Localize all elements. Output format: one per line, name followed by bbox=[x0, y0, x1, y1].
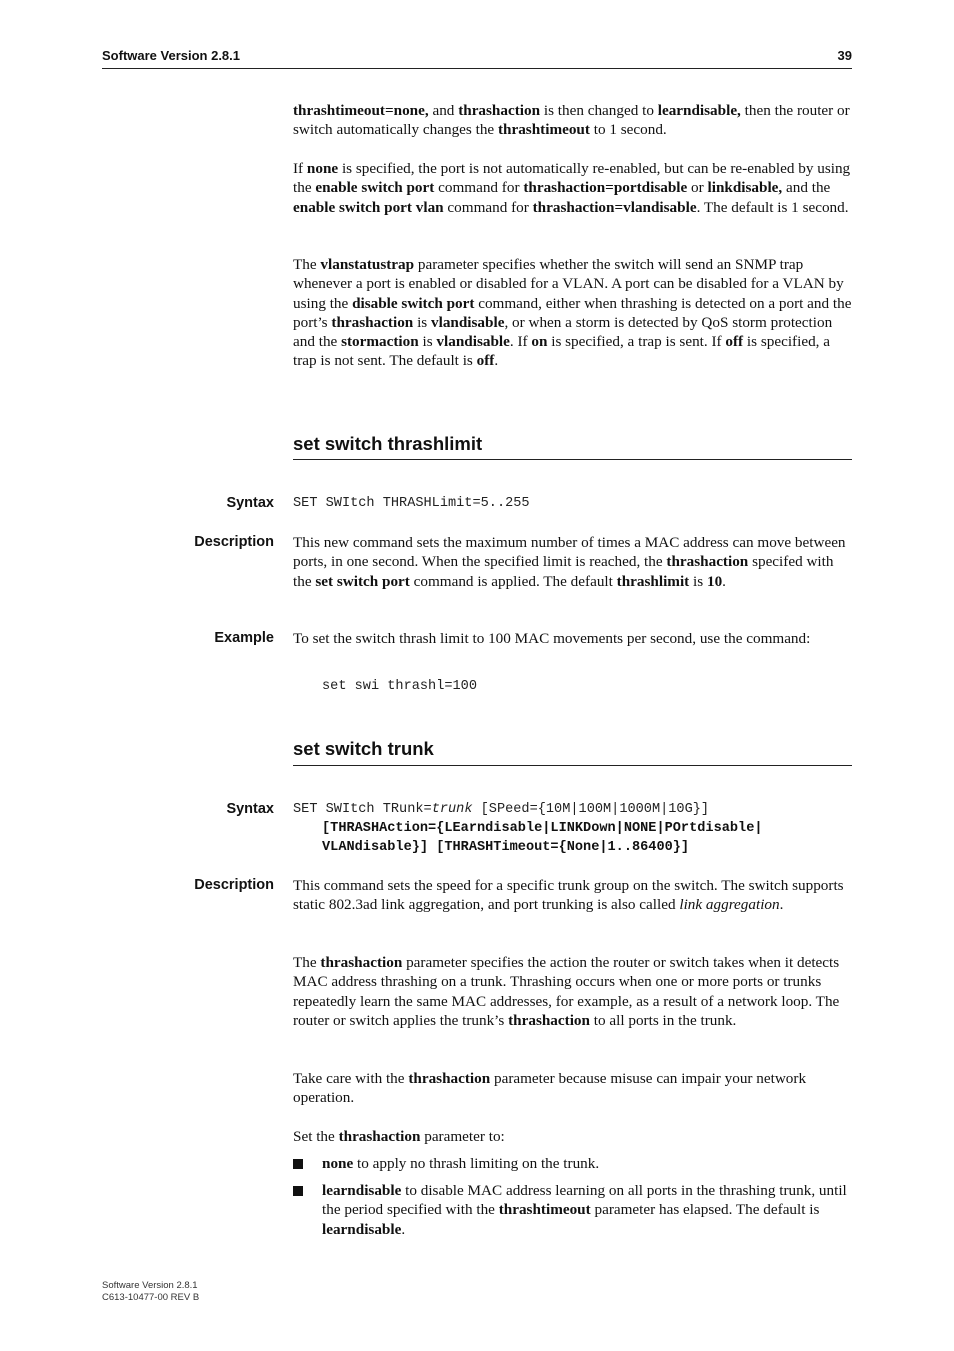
intro-paragraph-1: thrashtimeout=none, and thrashaction is then changed to learndisable, then the router or switch automatically changes the thrashtimeout to 1 second. bbox=[293, 102, 850, 139]
header-rule bbox=[102, 68, 852, 69]
intro-paragraph-2: If none is specified, the port is not automatically re-enabled, but can be re-enabled by using the enable switch port command for thrashaction=portdisable or linkdisable, and the enable switch port vlan command for thrashaction=vlandisable. The default is 1 second. bbox=[293, 160, 851, 216]
description-trunk-paragraph-1: This command sets the speed for a specific trunk group on the switch. The switch supports static 802.3ad link aggregation, and port trunking is also called link aggregation. bbox=[293, 877, 844, 914]
syntax-label-thrashlimit: Syntax bbox=[226, 495, 274, 511]
description-label-thrashlimit: Description bbox=[194, 534, 274, 550]
syntax-code-trunk-line-2: [THRASHAction={LEarndisable|LINKDown|NONE|POrtdisable| bbox=[322, 821, 763, 836]
section-title-trunk: set switch trunk bbox=[293, 738, 434, 759]
description-trunk-paragraph-2: The thrashaction parameter specifies the action the router or switch takes when it detects MAC address thrashing on a trunk. Thrashing occurs when one or more ports or trunks repeatedly learn the same MAC addresses, for example, as a result of a network loop. The router or switch applies the trunk’s thrashaction to all ports in the trunk. bbox=[293, 954, 840, 1029]
section-rule-trunk bbox=[293, 765, 852, 766]
bullet-square-icon bbox=[293, 1186, 303, 1196]
description-trunk-paragraph-3: Take care with the thrashaction parameter because misuse can impair your network operation. bbox=[293, 1070, 807, 1107]
section-rule-thrashlimit bbox=[293, 459, 852, 460]
syntax-label-trunk: Syntax bbox=[226, 801, 274, 817]
syntax-code-trunk-line-1: SET SWItch TRunk=trunk [SPeed={10M|100M|1000M|10G}] bbox=[293, 802, 710, 817]
list-item: learndisable to disable MAC address learning on all ports in the thrashing trunk, until the period specified with the thrashtimeout parameter has elapsed. The default is learndisable. bbox=[293, 1181, 853, 1239]
syntax-code-trunk-line-3: VLANdisable}] [THRASHTimeout={None|1..86400}] bbox=[322, 840, 690, 855]
intro-paragraph-3: The vlanstatustrap parameter specifies whether the switch will send an SNMP trap whenever a port is enabled or disabled for a VLAN. A port can be disabled for a VLAN by using the disable switch port command, either when thrashing is detected on a port and the port’s thrashaction is vlandisable, or when a storm is detected by QoS storm protection and the stormaction is vlandisable. If on is specified, a trap is sent. If off is specified, a trap is not sent. The default is off. bbox=[293, 256, 852, 370]
description-label-trunk: Description bbox=[194, 877, 274, 893]
syntax-code-thrashlimit: SET SWItch THRASHLimit=5..255 bbox=[293, 496, 530, 511]
page-number: 39 bbox=[837, 48, 852, 63]
example-text-thrashlimit: To set the switch thrash limit to 100 MAC movements per second, use the command: bbox=[293, 630, 811, 647]
footer-version: Software Version 2.8.1 bbox=[102, 1280, 198, 1291]
running-header-title: Software Version 2.8.1 bbox=[102, 48, 241, 63]
description-trunk-paragraph-4: Set the thrashaction parameter to: bbox=[293, 1128, 505, 1145]
list-item: none to apply no thrash limiting on the trunk. bbox=[293, 1154, 853, 1173]
section-title-thrashlimit: set switch thrashlimit bbox=[293, 433, 483, 454]
example-label-thrashlimit: Example bbox=[214, 630, 274, 646]
bullet-square-icon bbox=[293, 1159, 303, 1169]
example-code-thrashlimit: set swi thrashl=100 bbox=[322, 679, 477, 694]
description-thrashlimit: This new command sets the maximum number of times a MAC address can move between ports, in one second. When the specified limit is reached, the thrashaction specifed with the set switch port command is applied. The default thrashlimit is 10. bbox=[293, 534, 846, 590]
footer-doc-id: C613-10477-00 REV B bbox=[102, 1292, 200, 1303]
